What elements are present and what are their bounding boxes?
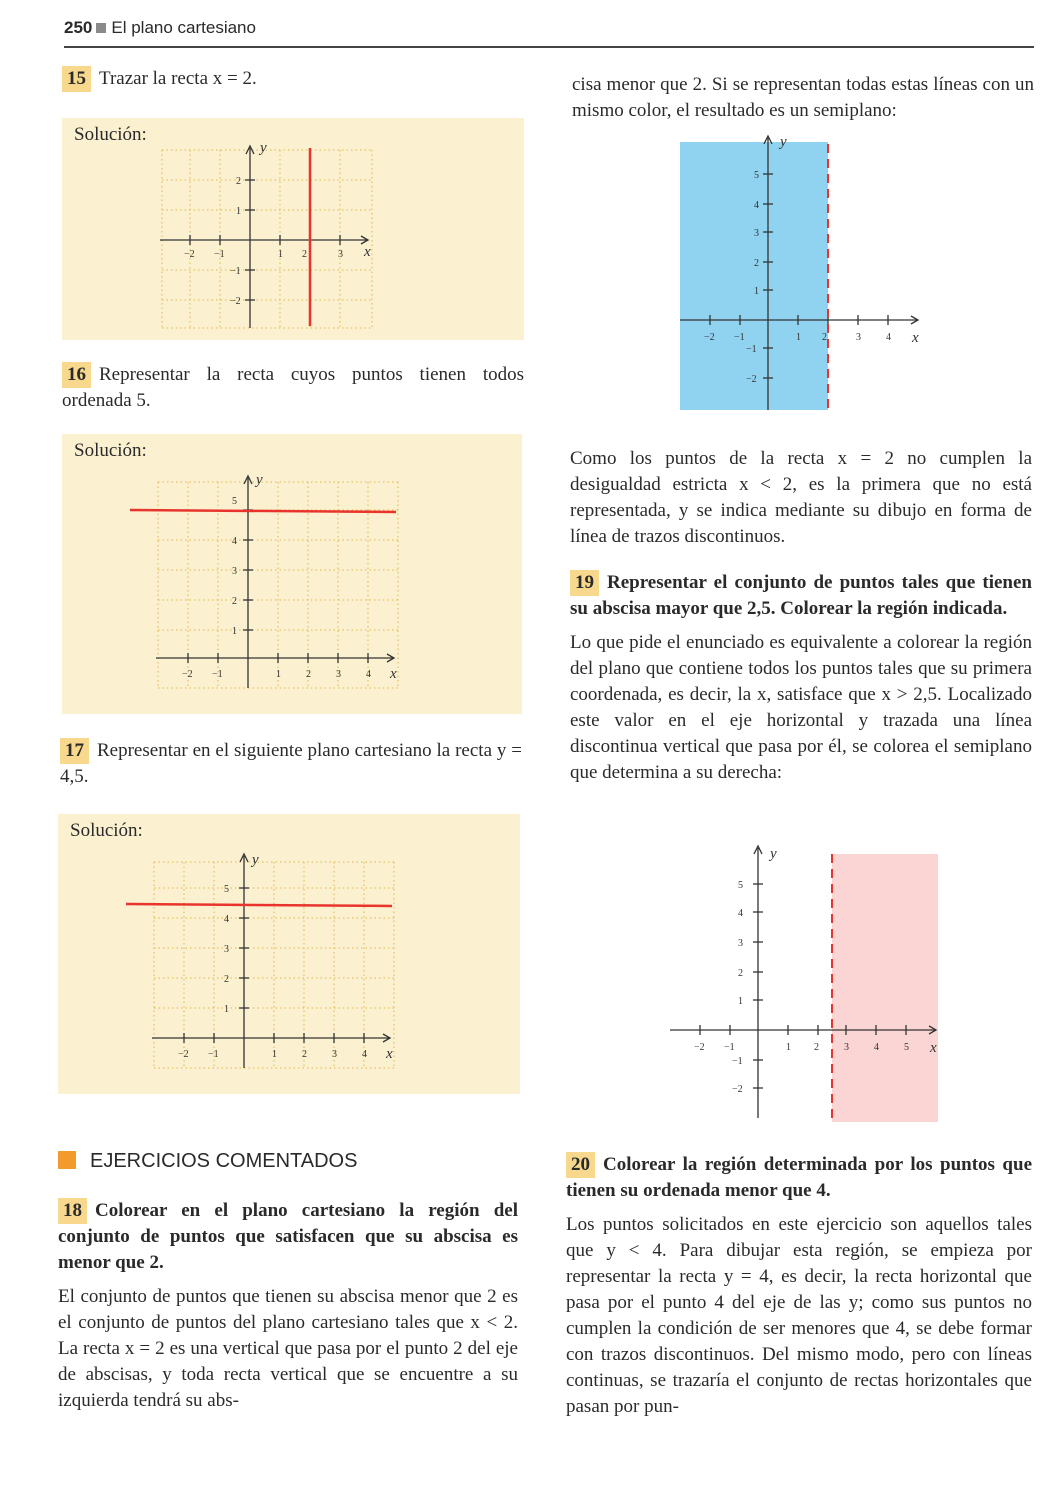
g19-ytick: 5 [738, 880, 743, 891]
g19-xtick: 1 [786, 1042, 791, 1053]
page-header [64, 18, 1034, 48]
ex19-block [570, 570, 1032, 786]
g16-ytick: 3 [232, 566, 237, 577]
ex17-solution-label: Solución: [70, 820, 143, 841]
section-title: EJERCICIOS COMENTADOS [90, 1150, 358, 1172]
g15-ytick: −2 [230, 296, 241, 307]
g17-xtick: −2 [178, 1049, 189, 1060]
g17-xtick: 4 [362, 1049, 367, 1060]
g19-xtick: 4 [874, 1042, 879, 1053]
ex15-solution-label: Solución: [74, 124, 147, 145]
g15-ytick: 2 [236, 176, 241, 187]
g18-y-axis-label: y [780, 134, 787, 150]
ex19-body: Lo que pide el enunciado es equivalente a colorear la región del plano que contiene todos los puntos tales que su primera coordenada, es decir, la x, satisface que x > 2,5. Localizado este valor en el eje horizontal y trazada una línea discontinua vertical que pasa por él, se colorea el semiplano que determina a su derecha: [570, 632, 1032, 783]
ex19-region-x-gt-2-5 [832, 854, 938, 1122]
g18-xtick: −2 [704, 332, 715, 343]
g17-ytick: 5 [224, 884, 229, 895]
ex18-explanation [570, 446, 1032, 550]
ex18-number: 18 [58, 1198, 87, 1224]
ex18-region-x-lt-2 [680, 142, 828, 410]
g19-xtick: −2 [694, 1042, 705, 1053]
ex17-text: Representar en el siguiente plano cartesiano la recta y = 4,5. [60, 740, 522, 787]
ex16-solution-box [62, 434, 522, 714]
g16-xtick: 4 [366, 669, 371, 680]
ex18-body: El conjunto de puntos que tienen su abscisa menor que 2 es el conjunto de puntos del plano cartesiano tales que x < 2. La recta x = 2 es una vertical que pasa por el punto 2 del eje de abscisas, y toda recta vertical que se encuentre a su izquierda tendrá su abs- [58, 1286, 518, 1411]
ex20-number: 20 [566, 1152, 595, 1178]
ex16-number: 16 [62, 362, 91, 388]
ex20-block [566, 1152, 1032, 1420]
g17-xtick: 1 [272, 1049, 277, 1060]
ex15-text: Trazar la recta x = 2. [99, 68, 257, 89]
ex19-title: Representar el conjunto de puntos tales que tienen su abscisa mayor que 2,5. Colorear la región indicada. [570, 572, 1032, 619]
g17-xtick: −1 [208, 1049, 219, 1060]
g15-xtick: 2 [302, 249, 307, 260]
g19-ytick: −2 [732, 1084, 743, 1095]
ex16-statement [62, 362, 524, 414]
ex17-number: 17 [60, 738, 89, 764]
g16-ytick: 5 [232, 496, 237, 507]
g15-xtick: 3 [338, 249, 343, 260]
g16-xtick: 1 [276, 669, 281, 680]
g16-ytick: 1 [232, 626, 237, 637]
g16-y-axis-label: y [256, 472, 263, 488]
g18-xtick: 4 [886, 332, 891, 343]
ex17-line-y4-5 [126, 904, 392, 906]
ex17-statement [60, 738, 522, 790]
g18-xtick: 3 [856, 332, 861, 343]
ex17-solution-box [58, 814, 520, 1094]
ex17-graph [124, 850, 408, 1080]
g19-ytick: −1 [732, 1056, 743, 1067]
g15-y-axis-label: y [260, 142, 267, 156]
ex16-solution-label: Solución: [74, 440, 147, 461]
g18-xtick: 1 [796, 332, 801, 343]
g18-ytick: 5 [754, 170, 759, 181]
page-number: 250 [64, 18, 93, 37]
g17-xtick: 3 [332, 1049, 337, 1060]
g19-y-axis-label: y [770, 846, 777, 862]
g19-x-axis-label: x [930, 1040, 937, 1056]
g17-ytick: 2 [224, 974, 229, 985]
g17-ytick: 3 [224, 944, 229, 955]
g19-ytick: 1 [738, 996, 743, 1007]
g17-ytick: 1 [224, 1004, 229, 1015]
g18-xtick: 2 [822, 332, 827, 343]
ex18-graph [670, 132, 932, 416]
g18-ytick: 3 [754, 228, 759, 239]
section-square [58, 1151, 76, 1169]
chapter-title: El plano cartesiano [111, 18, 256, 37]
ex18-cont-text: cisa menor que 2. Si se representan todas estas líneas con un mismo color, el resultado es un semiplano: [572, 74, 1034, 121]
g19-xtick: 5 [904, 1042, 909, 1053]
g19-xtick: 2 [814, 1042, 819, 1053]
g16-ytick: 4 [232, 536, 237, 547]
ex15-solution-box [62, 118, 524, 340]
g17-x-axis-label: x [386, 1046, 393, 1062]
g17-xtick: 2 [302, 1049, 307, 1060]
g16-xtick: −2 [182, 669, 193, 680]
g18-ytick: −1 [746, 344, 757, 355]
g16-ytick: 2 [232, 596, 237, 607]
ex18-title: Colorear en el plano cartesiano la región del conjunto de puntos que satisfacen que su abscisa es menor que 2. [58, 1200, 518, 1273]
ex20-body: Los puntos solicitados en este ejercicio son aquellos tales que y < 4. Para dibujar esta región, se empieza por representar la recta y = 4, es decir, la recta horizontal que pasa por el punto 4 del eje de las y; como sus puntos no cumplen la condición de ser menores que 4, se debe formar con trazos discontinuos. Del mismo modo, pero con líneas continuas, se trazaría el conjunto de rectas horizontales que pasan por pun- [566, 1214, 1032, 1417]
ex18-block [58, 1198, 518, 1414]
g15-xtick: 1 [278, 249, 283, 260]
g15-xtick: −2 [184, 249, 195, 260]
g18-xtick: −1 [734, 332, 745, 343]
ex20-title: Colorear la región determinada por los puntos que tienen su ordenada menor que 4. [566, 1154, 1032, 1201]
g19-ytick: 2 [738, 968, 743, 979]
g18-ytick: −2 [746, 374, 757, 385]
ex16-text: Representar la recta cuyos puntos tienen todos ordenada 5. [62, 364, 524, 411]
ex18-continuation [572, 72, 1034, 124]
g16-x-axis-label: x [390, 666, 397, 682]
g19-ytick: 3 [738, 938, 743, 949]
ex15-statement [62, 66, 524, 92]
ex15-number: 15 [62, 66, 91, 92]
g19-xtick: −1 [724, 1042, 735, 1053]
g18-ytick: 4 [754, 200, 759, 211]
g19-ytick: 4 [738, 908, 743, 919]
g16-xtick: 3 [336, 669, 341, 680]
g18-ytick: 1 [754, 286, 759, 297]
g19-xtick: 3 [844, 1042, 849, 1053]
ex15-graph [158, 142, 378, 334]
g15-x-axis-label: x [364, 244, 371, 260]
header-square [96, 23, 106, 33]
g15-ytick: 1 [236, 206, 241, 217]
section-heading [58, 1150, 357, 1173]
g15-xtick: −1 [214, 249, 225, 260]
g16-xtick: −1 [212, 669, 223, 680]
ex16-graph [128, 472, 412, 702]
g16-xtick: 2 [306, 669, 311, 680]
g18-ytick: 2 [754, 258, 759, 269]
ex18-after-text: Como los puntos de la recta x = 2 no cumplen la desigualdad estricta x < 2, es la primera que no está representada, y se indica mediante su dibujo en forma de línea de trazos discontinuos. [570, 448, 1032, 547]
g18-x-axis-label: x [912, 330, 919, 346]
g15-ytick: −1 [230, 266, 241, 277]
g17-y-axis-label: y [252, 852, 259, 868]
ex19-graph [664, 842, 954, 1124]
ex19-number: 19 [570, 570, 599, 596]
g17-ytick: 4 [224, 914, 229, 925]
